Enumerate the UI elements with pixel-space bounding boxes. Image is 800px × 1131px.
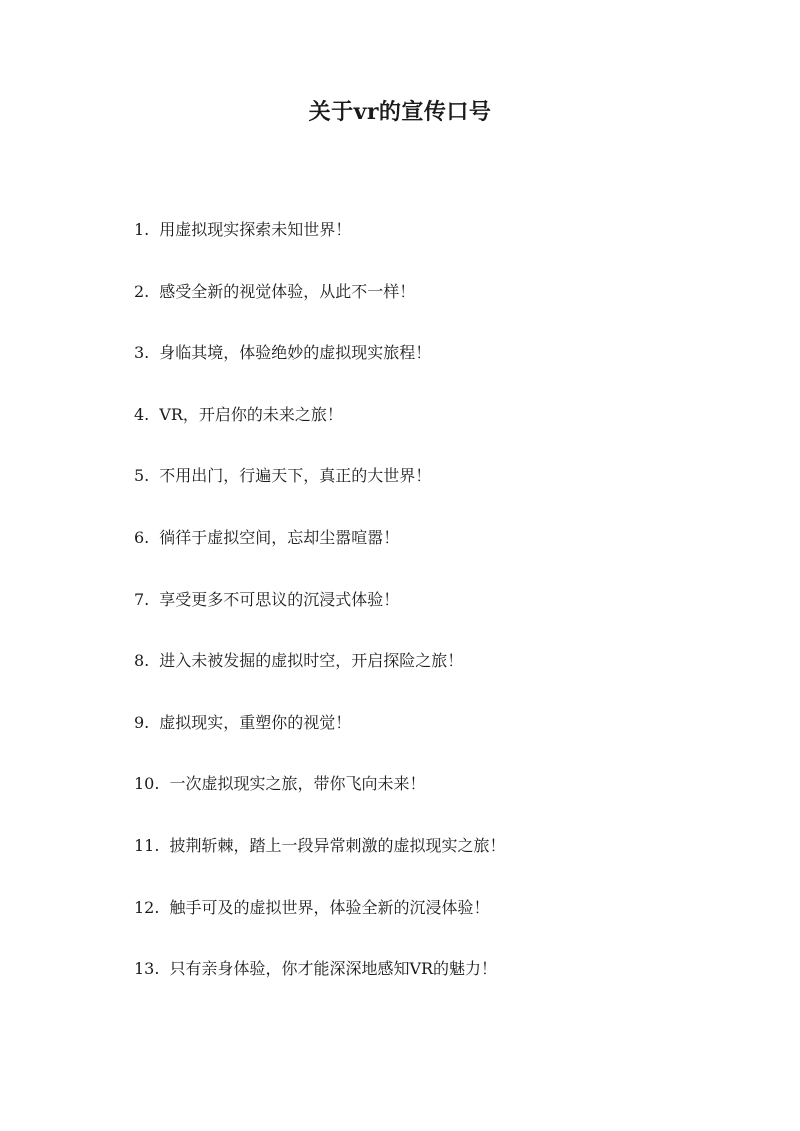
list-item	[134, 769, 734, 831]
item-text: 虚拟现实，重塑你的视觉！	[159, 712, 352, 732]
list-item	[134, 893, 734, 955]
item-number: 11.	[134, 835, 160, 855]
list-item	[134, 708, 734, 770]
item-number: 1.	[134, 220, 150, 239]
list-item	[134, 215, 734, 277]
slogan-list	[134, 215, 734, 1016]
item-text: 进入未被发掘的虚拟时空，开启探险之旅！	[159, 651, 464, 671]
list-item	[134, 954, 734, 1016]
item-number: 4.	[134, 404, 150, 424]
item-text: 享受更多不可思议的沉浸式体验！	[159, 589, 400, 609]
item-text: VR，开启你的未来之旅！	[159, 404, 343, 424]
item-number: 9.	[134, 712, 150, 732]
list-item	[134, 646, 734, 708]
list-item	[134, 831, 734, 893]
item-text: 不用出门，行遍天下，真正的大世界！	[159, 466, 432, 486]
item-text: 披荆斩棘，踏上一段异常刺激的虚拟现实之旅！	[169, 835, 506, 855]
list-item	[134, 277, 734, 339]
item-number: 10.	[134, 774, 160, 794]
item-text: 身临其境，体验绝妙的虚拟现实旅程！	[159, 343, 432, 363]
item-text: 用虚拟现实探索未知世界！	[159, 220, 352, 239]
list-item	[134, 338, 734, 400]
item-number: 8.	[134, 651, 150, 671]
list-item	[134, 461, 734, 523]
item-number: 5.	[134, 466, 150, 486]
item-text: 感受全新的视觉体验，从此不一样！	[159, 281, 416, 301]
item-number: 7.	[134, 589, 150, 609]
item-text: 触手可及的虚拟世界，体验全新的沉浸体验！	[169, 897, 490, 917]
item-text: 只有亲身体验，你才能深深地感知VR的魅力！	[169, 959, 498, 979]
item-text: 一次虚拟现实之旅，带你飞向未来！	[169, 774, 426, 794]
item-number: 3.	[134, 343, 150, 363]
document-title: 关于vr的宣传口号	[308, 99, 492, 125]
item-number: 6.	[134, 527, 150, 547]
list-item	[134, 585, 734, 647]
item-text: 徜徉于虚拟空间，忘却尘嚣喧嚣！	[159, 527, 400, 547]
list-item	[134, 523, 734, 585]
list-item	[134, 400, 734, 462]
item-number: 2.	[134, 281, 150, 301]
item-number: 13.	[134, 959, 160, 979]
item-number: 12.	[134, 897, 160, 917]
